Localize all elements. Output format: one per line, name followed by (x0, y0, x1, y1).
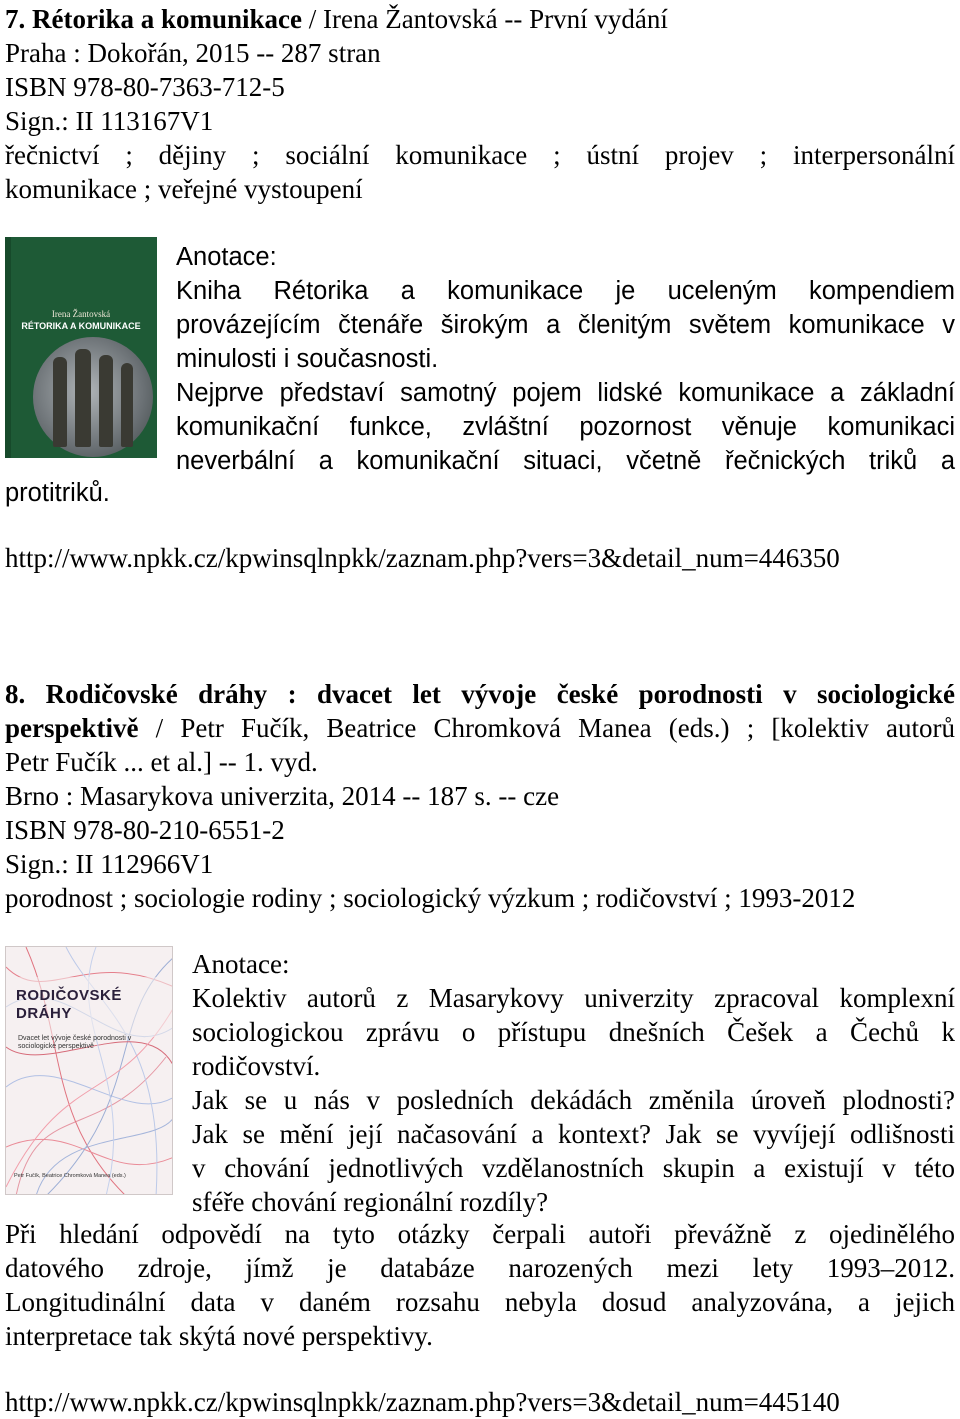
entry7-publisher: Praha : Dokořán, 2015 -- 287 stran (5, 38, 381, 68)
entry8-title-line3: Petr Fučík ... et al.] -- 1. vyd. (5, 747, 318, 777)
cover-figure (121, 363, 133, 447)
annotation-line: rodičovství. (192, 1051, 321, 1081)
annotation-line: Kolektiv autorů z Masarykovy univerzity zpracoval komplexní (192, 983, 955, 1013)
entry7-signature: Sign.: II 113167V1 (5, 106, 214, 136)
cover-authors: Petr Fučík, Beatrice Chromková Manea (eds.) (14, 1173, 126, 1179)
entry8-annotation-tail: Při hledání odpovědí na tyto otázky čerpali autoři převážně z ojedinělého (5, 1219, 955, 1249)
cover-scribble-art (6, 947, 173, 1195)
entry8-signature: Sign.: II 112966V1 (5, 849, 214, 879)
entry7-annotation-tail: protitriků. (5, 479, 110, 507)
entry7-title-bold: 7. Rétorika a komunikace (5, 4, 302, 34)
annotation-line: minulosti i současnosti. (176, 345, 439, 373)
annotation-line: neverbální a komunikační situaci, včetně řečnických triků a (176, 447, 955, 475)
entry8-annotation-tail: interpretace tak skýtá nové perspektivy. (5, 1321, 433, 1351)
cover-figure (75, 349, 91, 447)
entry8-title-bold: perspektivě (5, 713, 139, 743)
annotation-line: Jak se mění její načasování a kontext? Jak se vyvíjejí odlišnosti (192, 1119, 955, 1149)
annotation-line: sféře chování regionální rozdíly? (192, 1187, 549, 1217)
entry7-annotation (176, 240, 955, 478)
entry8-subjects: porodnost ; sociologie rodiny ; sociologický výzkum ; rodičovství ; 1993-2012 (5, 883, 856, 913)
cover-subtitle: Dvacet let vývoje české porodnosti v sociologické perspektivě (18, 1035, 132, 1050)
entry8-annotation (192, 947, 955, 1219)
entry7-isbn: ISBN 978-80-7363-712-5 (5, 72, 285, 102)
entry8-title-line1: 8. Rodičovské dráhy : dvacet let vývoje české porodnosti v sociologické (5, 679, 955, 709)
book-cover-rodicovske-drahy (5, 946, 173, 1195)
annotation-label: Anotace: (176, 243, 277, 271)
cover-spine (5, 237, 11, 458)
cover-author: Irena Žantovská (51, 309, 111, 319)
cover-sculpture-image (33, 337, 153, 457)
book-cover-retorika (5, 237, 157, 458)
entry8-url-link[interactable]: http://www.npkk.cz/kpwinsqlnpkk/zaznam.php?vers=3&detail_num=445140 (5, 1387, 840, 1417)
entry8-title-line2 (5, 711, 955, 745)
entry8-isbn: ISBN 978-80-210-6551-2 (5, 815, 285, 845)
annotation-line: komunikační funkce, zvláštní pozornost věnuje komunikaci (176, 413, 955, 441)
cover-figure (99, 355, 113, 447)
cover-title-line1: RODIČOVSKÉ (16, 987, 122, 1004)
annotation-label: Anotace: (192, 949, 290, 979)
entry7-title-rest: / Irena Žantovská -- První vydání (302, 4, 668, 34)
cover-title (16, 987, 122, 1023)
annotation-line: Nejprve představí samotný pojem lidské komunikace a základní (176, 379, 955, 407)
annotation-line: Jak se u nás v posledních dekádách změnila úroveň plodnosti? (192, 1085, 955, 1115)
entry8-responsibility: / Petr Fučík, Beatrice Chromková Manea (eds.) ; [kolektiv autorů (138, 713, 955, 743)
entry7-title (5, 2, 955, 36)
entry7-url-link[interactable]: http://www.npkk.cz/kpwinsqlnpkk/zaznam.php?vers=3&detail_num=446350 (5, 543, 840, 573)
annotation-line: sociologickou zprávu o přístupu dnešních Češek a Čechů k (192, 1017, 955, 1047)
annotation-line: provázejícím čtenáře širokým a členitým světem komunikace v (176, 311, 955, 339)
cover-figure (53, 357, 67, 447)
entry8-annotation-tail: Longitudinální data v daném rozsahu nebyla dosud analyzována, a jejich (5, 1287, 955, 1317)
entry8-publisher: Brno : Masarykova univerzita, 2014 -- 187 s. -- cze (5, 781, 560, 811)
cover-title: RÉTORIKA A KOMUNIKACE (21, 321, 141, 331)
annotation-line: Kniha Rétorika a komunikace je uceleným kompendiem (176, 277, 955, 305)
entry7-subjects-line1: řečnictví ; dějiny ; sociální komunikace ; ústní projev ; interpersonální (5, 140, 955, 170)
annotation-line: v chování jednotlivých vzdělanostních skupin a existují v této (192, 1153, 955, 1183)
cover-title-line2: DRÁHY (16, 1005, 72, 1022)
entry7-subjects-line2: komunikace ; veřejné vystoupení (5, 174, 363, 204)
entry8-annotation-tail: datového zdroje, jímž je databáze narozených mezi lety 1993–2012. (5, 1253, 955, 1283)
